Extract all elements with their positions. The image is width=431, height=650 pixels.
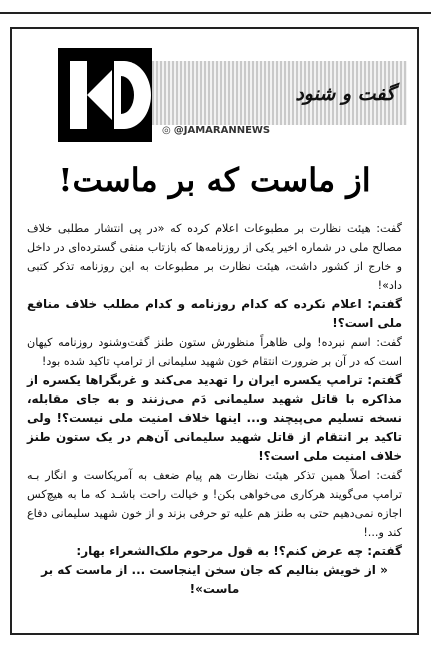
paragraph-3: گفت: اسم نبرده! ولی ظاهراً منظورش ستون طنز گفت‌وشنود روزنامه کیهان است که در آن بر ضرورت انتقام خون شهید سلیمانی از ترامپ تاکید شده بود! (27, 336, 402, 368)
paragraph-1: گفت: هیئت نظارت بر مطبوعات اعلام کرده که «در پی انتشار مطلبی خلاف مصالح ملی در شماره اخیر یکی از روزنامه‌ها که بازتاب منفی گسترده‌ای در داخل و خارج از کشور داشت، هیئت نظارت بر مطبوعات به این روزنامه تذکر کتبی داد»! (27, 222, 402, 292)
top-rule (0, 12, 431, 14)
paragraph-6: گفتم: چه عرض کنم؟! به قول مرحوم ملک‌الشعراء بهار: (76, 544, 402, 558)
paragraph-5: گفت: اصلاً همین تذکر هیئت نظارت هم پیام ضعف به آمریکاست و انگار بـه ترامپ می‌گویند هرکاری می‌خواهی بکن! و خیالت راحت باشـد که ما به هیچ‌کس اجازه نمی‌دهیم حتی به طنز هم علیه تو حرفی بزند و از خون شهید سلیمانی دفاع کند و...! (27, 469, 402, 539)
paragraph-4: گفتم: ترامپ یکسره ایران را تهدید می‌کند و غربگراها یکسره از مذاکره با قاتل شهید سلیمانی دَم می‌زنند و به جای مقابله، نسخه تسلیم می‌پیچند و... اینها خلاف امنیت ملی نیست؟! ولی تاکید بر انتقام از قاتل شهید سلیمانی آن‌هم در یک ستون طنز خلاف امنیت ملی است؟! (27, 373, 402, 463)
handle-text: @JAMARANNEWS (173, 125, 271, 136)
article-body (27, 219, 402, 599)
instagram-icon: ◎ (162, 125, 171, 136)
column-title: گفت و شنود (295, 83, 395, 105)
article-headline: از ماست که بر ماست! (58, 161, 371, 199)
kayhan-logo-icon (58, 48, 152, 142)
paragraph-2: گفتم: اعلام نکرده که کدام روزنامه و کدام مطلب خلاف منافع ملی است؟! (27, 297, 402, 330)
paragraph-7: « از خویش بنالیم که جان سخن اینجاست ... از ماست که بر ماست»! (41, 563, 388, 596)
social-handle (162, 125, 270, 136)
article-frame (10, 27, 419, 635)
